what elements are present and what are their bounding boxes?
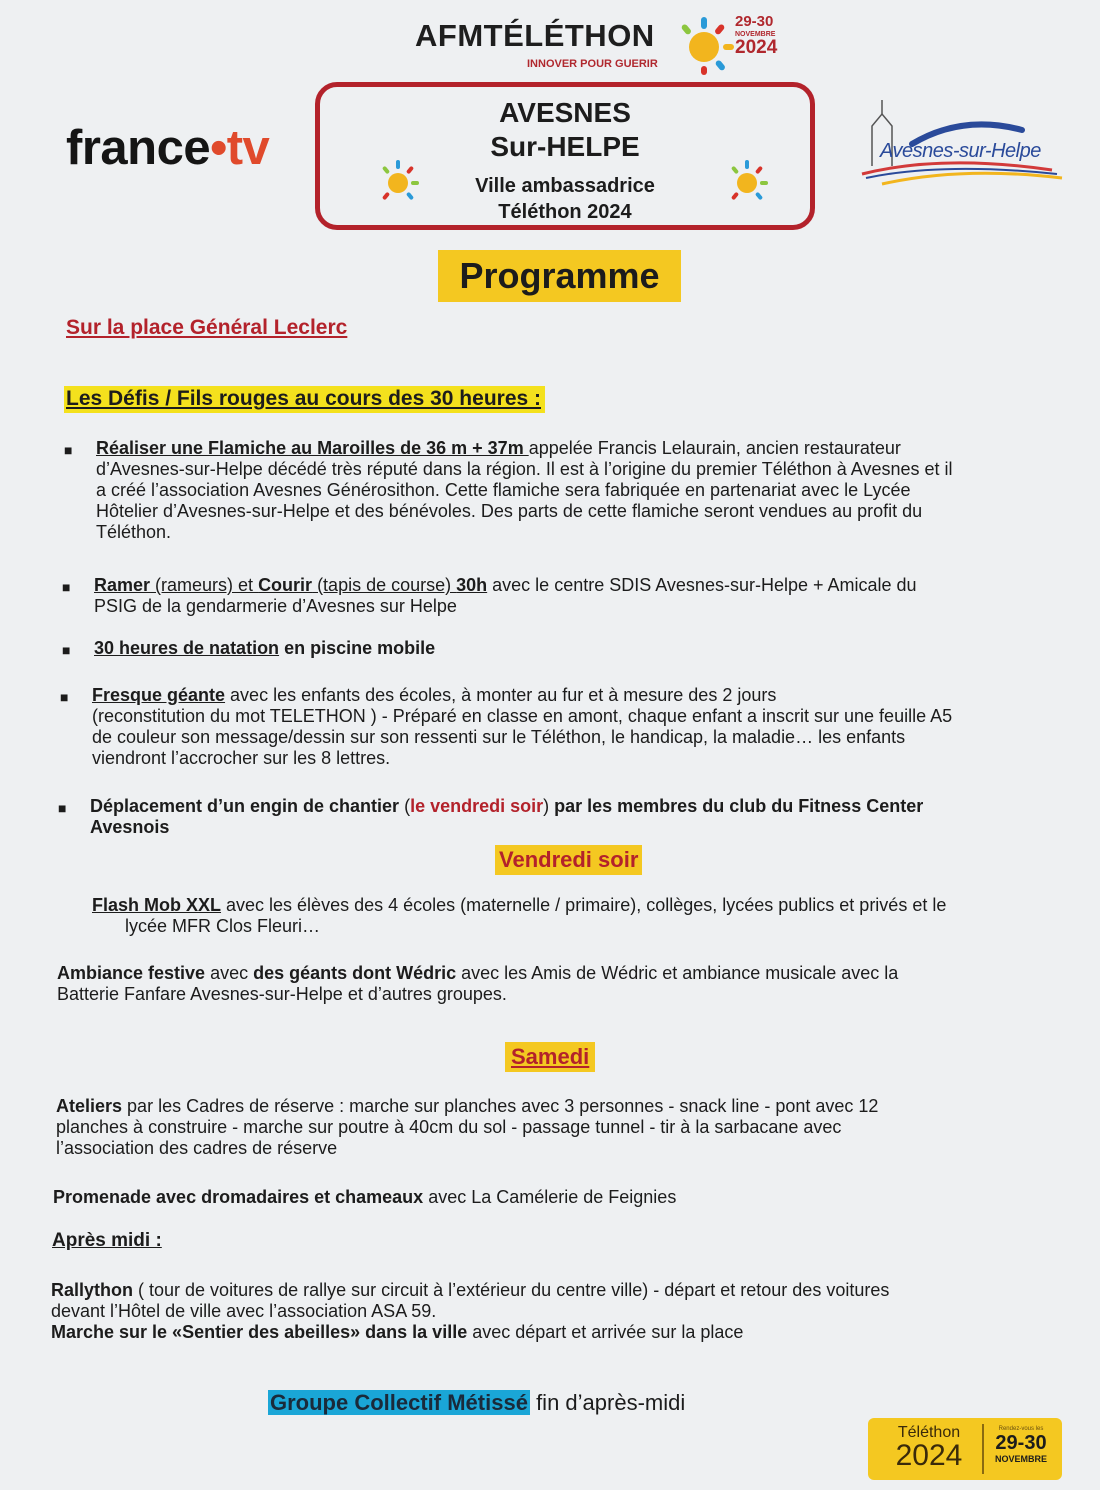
ateliers-text: par les Cadres de réserve : marche sur planches avec 3 personnes - snack line - pont avec 12: [122, 1096, 879, 1116]
ambiance-text1: avec: [205, 963, 254, 983]
groupe-line: [268, 1390, 685, 1416]
fresque-title: Fresque géante: [92, 685, 226, 705]
bullet-icon: ■: [62, 579, 71, 595]
saturday-heading: Samedi: [505, 1042, 595, 1072]
friday-heading: Vendredi soir: [495, 845, 642, 875]
fresque-text: avec les enfants des écoles, à monter au fur et à mesure des 2 jours: [225, 685, 777, 705]
engin-paren-open: (: [399, 796, 411, 816]
fresque-line4: viendront l’accrocher sur les 8 lettres.: [92, 748, 391, 768]
natation-title: 30 heures de natation: [94, 638, 280, 658]
groupe-name: Groupe Collectif Métissé: [270, 1390, 528, 1415]
badge-small: Rendez-vous les: [998, 1426, 1044, 1432]
list-item: [64, 438, 1076, 543]
afm-telethon-logo: [415, 14, 795, 70]
francetv-logo: [66, 120, 269, 176]
promenade-paragraph: [53, 1187, 1073, 1208]
list-item: [60, 685, 1082, 769]
afm-dates-year: 2024: [735, 37, 778, 58]
ambiance-giants: des géants dont Wédric: [253, 963, 457, 983]
town-logo-text: Avesnes-sur-Helpe: [880, 140, 1041, 162]
badge-divider: [982, 1424, 984, 1474]
bullet-icon: ■: [62, 642, 71, 658]
rallython-line2: devant l’Hôtel de ville avec l’association ASA 59.: [51, 1301, 437, 1321]
ambiance-text2: avec les Amis de Wédric et ambiance musicale avec la: [456, 963, 899, 983]
sdis-line2: PSIG de la gendarmerie d’Avesnes sur Helpe: [94, 596, 457, 616]
badge-right: [986, 1426, 1056, 1464]
bullet-icon: ■: [58, 800, 67, 816]
afm-dates-month: NOVEMBRE: [735, 31, 776, 38]
list-item: [58, 796, 1080, 838]
afm-dates: [735, 14, 777, 57]
rallython-paragraph: [51, 1280, 1081, 1343]
ambiance-paragraph: [57, 963, 1077, 1005]
ramer-label: Ramer: [94, 575, 151, 595]
groupe-time: fin d’après-midi: [529, 1390, 686, 1415]
natation-text: en piscine mobile: [279, 638, 436, 658]
ateliers-line3: l’association des cadres de réserve: [56, 1138, 338, 1158]
afm-title: AFMTÉLÉTHON: [415, 18, 655, 53]
defis-heading: Les Défis / Fils rouges au cours des 30 heures :: [64, 386, 545, 413]
francetv-tv: tv: [226, 121, 270, 175]
flamiche-line4: Hôtelier d’Avesnes-sur-Helpe et des bénévoles. Des parts de cette flamiche seront vendues au profit du: [96, 501, 923, 521]
fresque-line3: de couleur son message/dessin sur son ressenti sur le Téléthon, le handicap, la maladie… les enfants: [92, 727, 906, 747]
badge-label: Téléthon: [897, 1424, 961, 1441]
telethon-badge: [868, 1418, 1062, 1480]
badge-days: 29-30: [995, 1432, 1047, 1454]
ateliers-title: Ateliers: [56, 1096, 123, 1116]
flamiche-title: Réaliser une Flamiche au Maroilles de 36 m + 37m: [96, 438, 529, 458]
afm-tagline: INNOVER POUR GUERIR: [527, 58, 658, 70]
avesnes-town-logo: [852, 96, 1074, 196]
box-city-line2: Sur-HELPE: [490, 131, 640, 162]
flamiche-text: appelée Francis Lelaurain, ancien restaurateur: [528, 438, 901, 458]
marche-text: avec départ et arrivée sur la place: [467, 1322, 744, 1342]
badge-year: 2024: [895, 1439, 963, 1472]
sun-icon: [724, 158, 770, 204]
flashmob-paragraph: [92, 895, 1082, 937]
page-title: Programme: [438, 250, 681, 302]
flashmob-title: Flash Mob XXL: [92, 895, 222, 915]
ateliers-line2: planches à construire - marche sur poutre à 40cm du sol - passage tunnel - tir à la sarbacane avec: [56, 1117, 842, 1137]
flashmob-text: avec les élèves des 4 écoles (maternelle / primaire), collèges, lycées publics et privés et le: [221, 895, 947, 915]
courir-label: Courir: [258, 575, 313, 595]
promenade-title: Promenade avec dromadaires et chameaux: [53, 1187, 424, 1207]
marche-title: Marche sur le «Sentier des abeilles» dans la ville: [51, 1322, 468, 1342]
location-heading: Sur la place Général Leclerc: [66, 316, 348, 339]
engin-when: le vendredi soir: [410, 796, 544, 816]
afm-dates-days: 29-30: [735, 13, 774, 30]
badge-month: NOVEMBRE: [994, 1454, 1047, 1464]
ambassador-city-box: [315, 82, 815, 230]
bullet-icon: ■: [60, 689, 69, 705]
sun-icon: [673, 14, 735, 76]
list-item: [62, 638, 1074, 659]
ambiance-title: Ambiance festive: [57, 963, 206, 983]
francetv-dot: •: [210, 121, 227, 175]
ateliers-paragraph: [56, 1096, 1076, 1159]
duration-30h: 30h: [456, 575, 488, 595]
promenade-text: avec La Camélerie de Feignies: [423, 1187, 677, 1207]
engin-paren-close: ): [543, 796, 555, 816]
box-telethon-line: Téléthon 2024: [498, 201, 632, 223]
tapis-text: (tapis de course): [312, 575, 457, 595]
bullet-icon: ■: [64, 442, 73, 458]
box-city-line1: AVESNES: [499, 97, 631, 128]
sdis-text: avec le centre SDIS Avesnes-sur-Helpe + Amicale du: [487, 575, 917, 595]
flamiche-line2: d’Avesnes-sur-Helpe décédé très réputé dans la région. Il est à l’origine du premier Téléthon à Avesnes et il: [96, 459, 953, 479]
list-item: [62, 575, 1074, 617]
badge-left: [880, 1424, 978, 1470]
sun-icon: [375, 158, 421, 204]
flashmob-line2: lycée MFR Clos Fleuri…: [125, 916, 321, 936]
rallython-text: ( tour de voitures de rallye sur circuit à l’extérieur du centre ville) - départ et retour des voitures: [133, 1280, 890, 1300]
engin-line2: Avesnois: [90, 817, 170, 837]
engin-club: par les membres du club du Fitness Center: [554, 796, 924, 816]
rameurs-text: (rameurs) et: [150, 575, 259, 595]
flamiche-line5: Téléthon.: [96, 522, 172, 542]
flamiche-line3: a créé l’association Avesnes Générosithon. Cette flamiche sera fabriquée en partenariat avec le Lycée: [96, 480, 911, 500]
afternoon-heading: Après midi :: [52, 1230, 162, 1251]
fresque-line2: (reconstitution du mot TELETHON ) - Préparé en classe en amont, chaque enfant a inscrit sur une feuille A5: [92, 706, 953, 726]
ambiance-line2: Batterie Fanfare Avesnes-sur-Helpe et d’autres groupes.: [57, 984, 507, 1004]
engin-title: Déplacement d’un engin de chantier: [90, 796, 400, 816]
box-ambassador-line: Ville ambassadrice: [475, 175, 655, 197]
francetv-word: france: [66, 121, 211, 175]
rallython-title: Rallython: [51, 1280, 134, 1300]
